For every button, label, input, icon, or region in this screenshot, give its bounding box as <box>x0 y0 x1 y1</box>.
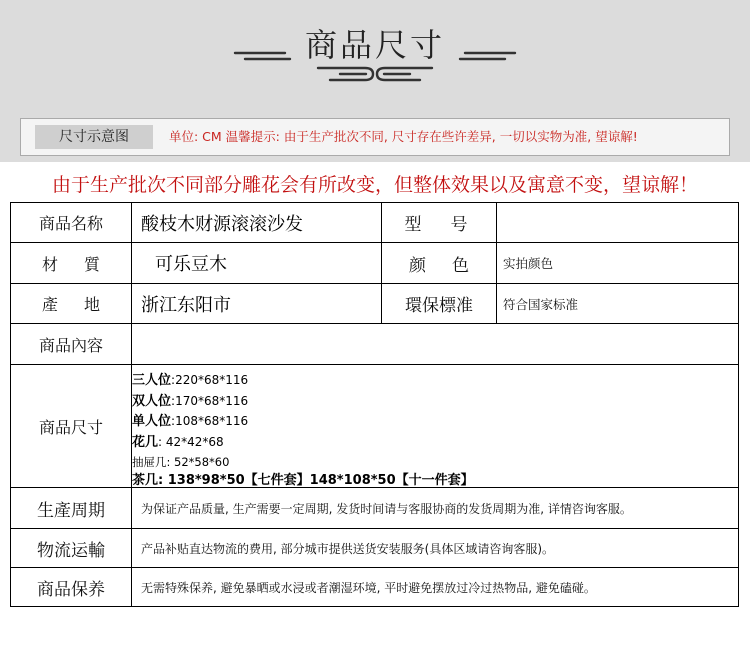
size-item: 花几: 42*42*68 <box>132 435 224 450</box>
color-value: 实拍颜色 <box>503 256 554 271</box>
size-diagram-tag: 尺寸示意图 <box>35 125 153 149</box>
size-item: 抽屉几: 52*58*60 <box>132 455 230 469</box>
care-value: 无需特殊保养, 避免暴晒或水浸或者潮湿环境, 平时避免摆放过冷过热物品, 避免磕碰。 <box>141 580 596 595</box>
contents-value <box>132 324 738 364</box>
production-cycle-value: 为保证产品质量, 生产需要一定周期, 发货时间请与客服协商的发货周期为准, 详情咨询客服。 <box>141 501 632 516</box>
spec-table <box>10 202 739 607</box>
logistics-value: 产品补贴直达物流的费用, 部分城市提供送货安装服务(具体区域请咨询客服)。 <box>141 541 554 556</box>
header-banner <box>0 0 750 162</box>
size-item: 双人位:170*68*116 <box>132 394 249 409</box>
eco-standard-label: 環保標准 <box>405 296 473 316</box>
material-value: 可乐豆木 <box>155 254 227 275</box>
page-title: 商品尺寸 <box>304 26 445 64</box>
product-name-label: 商品名称 <box>38 214 103 233</box>
size-note: 单位: CM 温馨提示: 由于生产批次不同, 尺寸存在些许差异, 一切以实物为准, 望谅解! <box>169 129 638 144</box>
title-block <box>240 18 510 88</box>
model-label: 型 号 <box>404 215 474 235</box>
production-cycle-label: 生產周期 <box>37 500 105 521</box>
production-notice: 由于生产批次不同部分雕花会有所改变，但整体效果以及寓意不变，望谅解！ <box>51 174 698 196</box>
eco-standard-value: 符合国家标准 <box>503 296 579 312</box>
size-info-bar <box>20 118 730 156</box>
cloud-ornament-icon <box>230 18 520 88</box>
origin-value: 浙江东阳市 <box>141 294 231 316</box>
size-label: 商品尺寸 <box>38 417 103 437</box>
origin-label: 產地 <box>41 295 126 314</box>
product-name-value: 酸枝木财源滚滚沙发 <box>141 213 303 235</box>
care-label: 商品保养 <box>37 579 105 600</box>
model-value <box>497 203 738 242</box>
contents-label: 商品內容 <box>38 335 103 355</box>
material-label: 材質 <box>41 254 126 274</box>
size-item: 三人位:220*68*116 <box>132 373 249 388</box>
size-item: 茶几: 138*98*50【七件套】148*108*50【十一件套】 <box>132 473 474 488</box>
logistics-label: 物流运輸 <box>37 540 105 561</box>
color-label: 颜色 <box>409 255 495 276</box>
size-item: 单人位:108*68*116 <box>132 414 249 429</box>
